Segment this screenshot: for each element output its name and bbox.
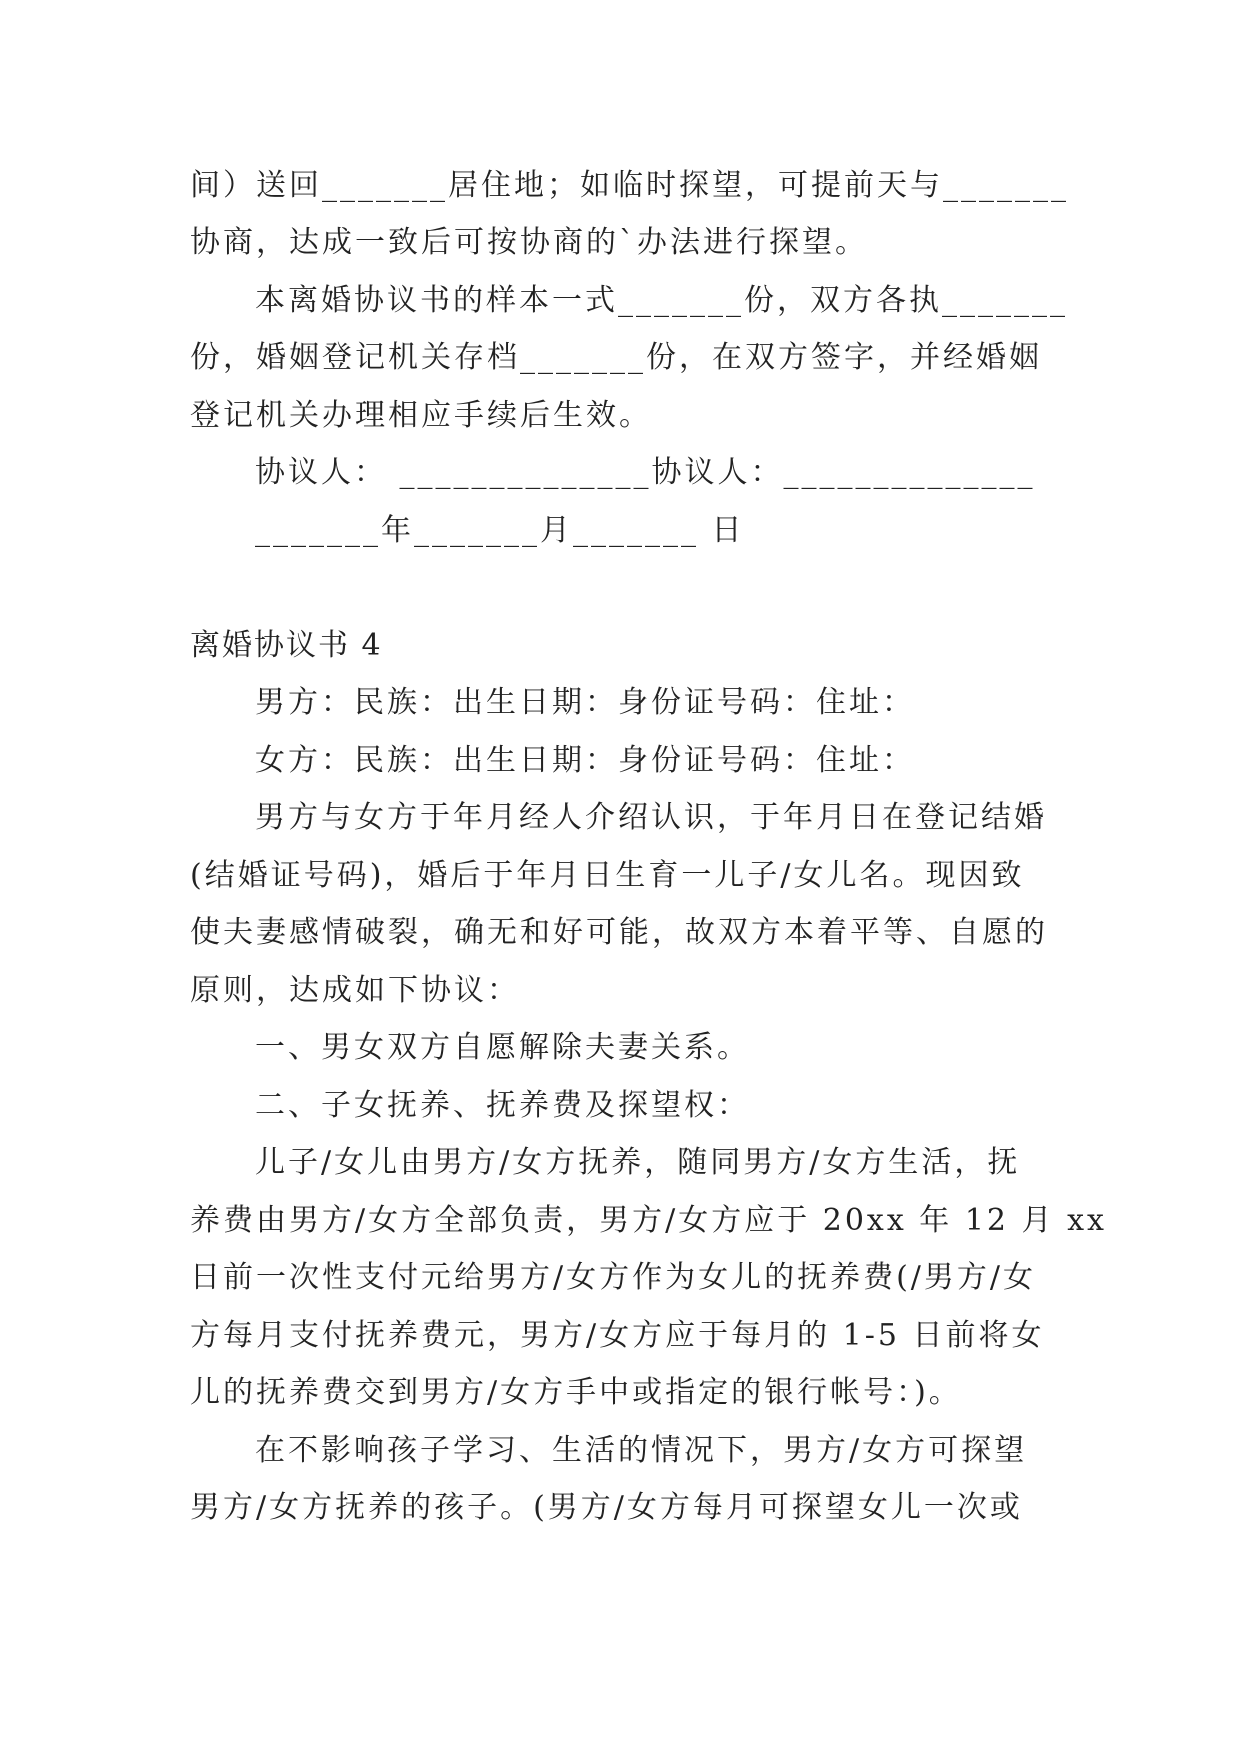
signature-line: 协议人： ______________协议人：______________ (255, 455, 1036, 490)
text-line: 儿子/女儿由男方/女方抚养，随同男方/女方生活，抚 (255, 1145, 1021, 1180)
text-line: 二、子女抚养、抚养费及探望权： (255, 1088, 750, 1123)
text-line: 男方与女方于年月经人介绍认识，于年月日在登记结婚 (255, 800, 1047, 835)
text-line: 本离婚协议书的样本一式_______份，双方各执_______ (255, 283, 1068, 318)
text-line: 在不影响孩子学习、生活的情况下，男方/女方可探望 (255, 1433, 1028, 1468)
text-line: 登记机关办理相应手续后生效。 (190, 398, 652, 433)
text-line: 间）送回_______居住地；如临时探望，可提前天与_______ (190, 168, 1069, 203)
date-line: _______年_______月_______ 日 (255, 513, 745, 548)
text-line: 养费由男方/女方全部负责，男方/女方应于 20xx 年 12 月 xx (190, 1203, 1107, 1238)
text-line: (结婚证号码)，婚后于年月日生育一儿子/女儿名。现因致 (190, 858, 1025, 893)
text-line: 协商，达成一致后可按协商的`办法进行探望。 (190, 225, 868, 260)
text-line: 男方：民族：出生日期：身份证号码：住址： (255, 685, 915, 720)
text-line: 原则，达成如下协议： (190, 973, 520, 1008)
text-line: 男方/女方抚养的孩子。(男方/女方每月可探望女儿一次或 (190, 1490, 1023, 1525)
section-heading: 离婚协议书 4 (190, 628, 383, 663)
text-line: 方每月支付抚养费元，男方/女方应于每月的 1-5 日前将女 (190, 1318, 1045, 1353)
text-line: 使夫妻感情破裂，确无和好可能，故双方本着平等、自愿的 (190, 915, 1048, 950)
text-line: 日前一次性支付元给男方/女方作为女儿的抚养费(/男方/女 (190, 1260, 1037, 1295)
text-line: 一、男女双方自愿解除夫妻关系。 (255, 1030, 750, 1065)
text-line: 儿的抚养费交到男方/女方手中或指定的银行帐号：)。 (190, 1375, 962, 1410)
text-line: 女方：民族：出生日期：身份证号码：住址： (255, 743, 915, 778)
text-line: 份，婚姻登记机关存档_______份，在双方签字，并经婚姻 (190, 340, 1042, 375)
